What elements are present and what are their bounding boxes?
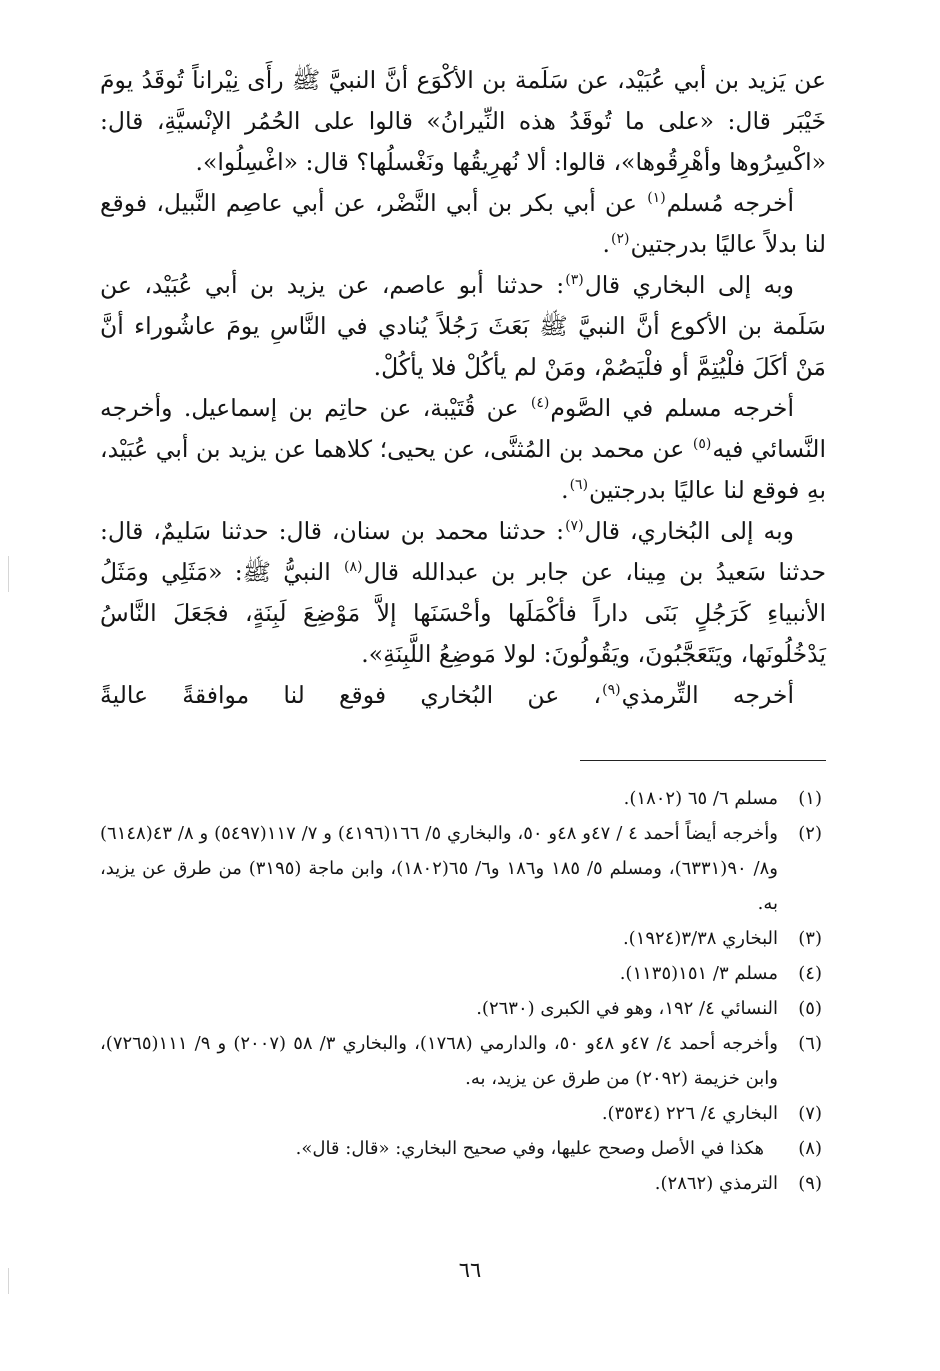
footnote: [100, 781, 822, 816]
footnote-text: وأخرجه أيضاً أحمد ٤ / ٤٧و ٤٨و ٥٠، والبخاري ٥/ ١٦٦(٤١٩٦) و ٧/ ١١٧(٥٤٩٧) و ٨/ ٤٣(٦١٤٨) و٨/ ٩٠(٦٣٣١)، ومسلم ٥/ ١٨٥ و١٨٦ و٦/ ٦٥(١٨٠٢)، وابن ماجة (٣١٩٥) من طرق عن يزيد، به.: [100, 823, 778, 914]
paragraph-text: أخرجه مسلم في الصَّوم: [550, 394, 794, 422]
paragraph-text: : حدثنا أبو عاصم، عن يزيد بن أبي عُبَيْد، عن سَلَمة بن الأكوع أنَّ النبيَّ ﷺ بَعَثَ رَجُلاً يُنادي في النَّاسِ يومَ عاشُوراء أنَّ مَنْ أكَلَ فلْيُتِمَّ أو فلْيَصُمْ، ومَنْ لم يأكُلْ فلا يأكُلْ.: [100, 271, 826, 381]
footnote-text: مسلم ٦/ ٦٥ (١٨٠٢).: [623, 788, 778, 809]
paragraph-text: .: [561, 476, 569, 504]
footnote-text: وأخرجه أحمد ٤/ ٤٧و ٤٨و ٥٠، والدارمي (١٧٦٨)، والبخاري ٣/ ٥٨ (٢٠٠٧) و ٩/ ١١١(٧٢٦٥)، وابن خزيمة (٢٠٩٢) من طرق عن يزيد، به.: [100, 1033, 778, 1089]
paragraph-4: [100, 388, 826, 511]
paragraph-text: عن قُتَيْبة، عن حاتِم بن إسماعيل. وأخرجه النَّسائي فيه: [100, 394, 826, 463]
footnote-number: (٤): [798, 963, 822, 984]
footnote: [100, 1131, 822, 1166]
paragraph-text: : حدثنا محمد بن سنان، قال: حدثنا سَليمٌ، قال: حدثنا سَعيدُ بن مِينا، عن جابر بن عبدالله قال: [100, 517, 826, 586]
footnote-number: (٧): [798, 1103, 822, 1124]
page-content: [100, 60, 826, 1201]
scan-edge-mark: [8, 556, 9, 592]
paragraph-text: أخرجه مُسلم: [666, 189, 795, 217]
paragraph-text: أخرجه التِّرمذي: [621, 681, 794, 709]
footnote-text: النسائي ٤/ ١٩٢، وهو في الكبرى (٢٦٣٠).: [476, 998, 778, 1019]
scan-edge-mark: [8, 1268, 9, 1294]
footnote-number: (٦): [798, 1033, 822, 1054]
main-text: [100, 60, 826, 716]
footnote-reference: (٦): [569, 477, 589, 494]
footnote: [100, 1096, 822, 1131]
paragraph-text: ، عن البُخاري فوقع لنا موافقةً عاليةً: [100, 681, 602, 709]
footnote: [100, 1166, 822, 1201]
footnote-number: (٢): [798, 823, 822, 844]
footnote-reference: (٣): [565, 272, 584, 289]
footnote-number: (٥): [798, 998, 822, 1019]
footnotes: [100, 781, 826, 1201]
paragraph-2: [100, 183, 826, 265]
paragraph-text: وبه إلى البُخاري، قال: [584, 517, 794, 545]
footnote: [100, 1026, 822, 1096]
footnote-number: (٩): [798, 1173, 822, 1194]
footnote: [100, 956, 822, 991]
footnote-text: الترمذي (٢٨٦٢).: [654, 1173, 778, 1194]
footnote: [100, 816, 822, 921]
footnote: [100, 921, 822, 956]
paragraph-text: عن محمد بن المُثنَّى، عن يحيى؛ كلاهما عن يزيد بن أبي عُبَيْد، بهِ فوقع لنا عاليًا بدرجتين: [100, 435, 826, 504]
footnote-text: البخاري ٤/ ٢٢٦ (٣٥٣٤).: [601, 1103, 778, 1124]
paragraph-text: عن أبي بكر بن أبي النَّضْر، عن أبي عاصِم النَّبيل، فوقع لنا بدلاً عاليًا بدرجتين: [100, 189, 826, 258]
paragraph-6: [100, 675, 826, 716]
footnote-reference: (١): [647, 190, 666, 207]
footnote-text: هكذا في الأصل وصحح عليها، وفي صحيح البخاري: «قال: قال».: [295, 1138, 764, 1159]
paragraph-5: [100, 511, 826, 675]
footnote-text: البخاري ٣/٣٨(١٩٢٤).: [622, 928, 778, 949]
footnote-text: مسلم ٣/ ١٥١(١١٣٥).: [619, 963, 778, 984]
footnote-reference: (٧): [565, 518, 584, 535]
footnote: [100, 991, 822, 1026]
footnote-reference: (٩): [602, 682, 621, 699]
paragraph-text: عن يَزيد بن أبي عُبَيْد، عن سَلَمة بن الأكْوَع أنَّ النبيَّ ﷺ رأَى نِيْراناً تُوقَدُ يومَ خَيْبَر قال: «على ما تُوقَدُ هذه النِّيرانُ» قالوا على الحُمُر الإنْسيَّةِ، قال: «اكْسِرُوها وأهْرِقُوها»، قالوا: ألا نُهرِيقُها ونَغْسلُها؟ قال: «اغْسِلُوا».: [100, 66, 826, 176]
page-number: ٦٦: [458, 1258, 482, 1282]
footnote-number: (٨): [798, 1138, 822, 1159]
footnote-reference: (٥): [692, 436, 712, 453]
footnote-reference: (٨): [344, 559, 363, 576]
paragraph-text: وبه إلى البخاري قال: [584, 271, 794, 299]
paragraph-text: .: [602, 230, 610, 258]
footnote-reference: (٤): [530, 395, 550, 412]
paragraph-1: [100, 60, 826, 183]
footnote-number: (١): [798, 788, 822, 809]
footnote-reference: (٢): [611, 231, 630, 248]
footnote-separator: [580, 760, 826, 761]
paragraph-3: [100, 265, 826, 388]
footnote-number: (٣): [798, 928, 822, 949]
paragraph-text: النبيُّ ﷺ: «مَثَلِي ومَثَلُ الأنبياءِ كَرَجُلٍ بَنَى داراً فأكْمَلَها وأحْسَنَها إلاَّ مَوْضِعَ لَبِنَةٍ، فجَعَلَ النَّاسُ يَدْخُلُونَها، ويَتَعَجَّبُونَ، ويَقُولُونَ: لولا مَوضِعُ اللَّبِنَةِ».: [100, 558, 826, 668]
